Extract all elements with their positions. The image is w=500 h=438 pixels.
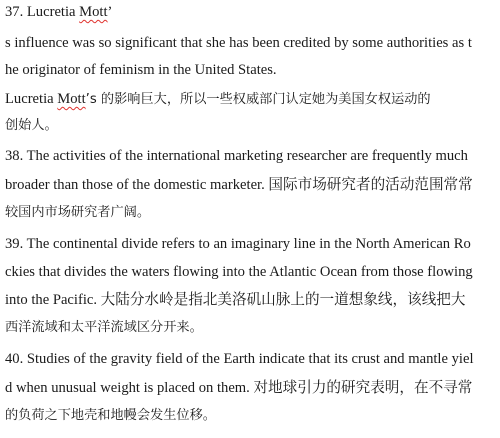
- text-line: [5, 318, 203, 338]
- text-line: [5, 349, 474, 369]
- text-segment: s influence was so significant that she has been credited by some authorities as t: [5, 35, 472, 51]
- text-segment: 40. Studies of the gravity field of the Earth indicate that its crust and mantle yiel: [5, 351, 474, 367]
- text-line: [5, 33, 472, 53]
- text-segment: Lucretia: [5, 91, 58, 107]
- text-segment: ’s 的影响巨大，所以一些权威部门认定她为美国女权运动的: [85, 92, 431, 107]
- text-segment: he originator of feminism in the United States.: [5, 62, 277, 78]
- text-segment: 37. Lucretia: [5, 4, 80, 20]
- text-line: [5, 60, 277, 80]
- spellcheck-underlined-word: Mott: [79, 4, 108, 20]
- text-segment: 西洋流域和太平洋流域区分开来。: [5, 320, 203, 335]
- text-line: [5, 406, 216, 426]
- text-line: [5, 262, 473, 282]
- text-line: [5, 234, 471, 254]
- text-line: [5, 175, 473, 195]
- text-segment: into the Pacific. 大陆分水岭是指北美洛矶山脉上的一道想象线，该线把大: [5, 292, 466, 308]
- text-line: [5, 290, 466, 310]
- text-segment: ckies that divides the waters flowing into the Atlantic Ocean from those flowing: [5, 264, 473, 280]
- text-segment: ’: [107, 4, 113, 20]
- text-line: [5, 2, 112, 22]
- text-line: [5, 203, 150, 223]
- text-segment: 创始人。: [5, 118, 58, 133]
- text-line: [5, 146, 468, 166]
- text-segment: 39. The continental divide refers to an imaginary line in the North American Ro: [5, 236, 471, 252]
- text-segment: broader than those of the domestic marketer. 国际市场研究者的活动范围常常: [5, 177, 473, 193]
- text-segment: 较国内市场研究者广阔。: [5, 205, 151, 220]
- spellcheck-underlined-word: Mott: [57, 91, 86, 107]
- text-line: [5, 89, 431, 109]
- text-line: [5, 116, 58, 136]
- text-segment: 38. The activities of the international marketing researcher are frequently much: [5, 148, 468, 164]
- text-segment: 的负荷之下地壳和地幔会发生位移。: [5, 408, 216, 423]
- text-line: [5, 378, 472, 398]
- text-segment: d when unusual weight is placed on them. 对地球引力的研究表明，在不寻常: [5, 380, 473, 396]
